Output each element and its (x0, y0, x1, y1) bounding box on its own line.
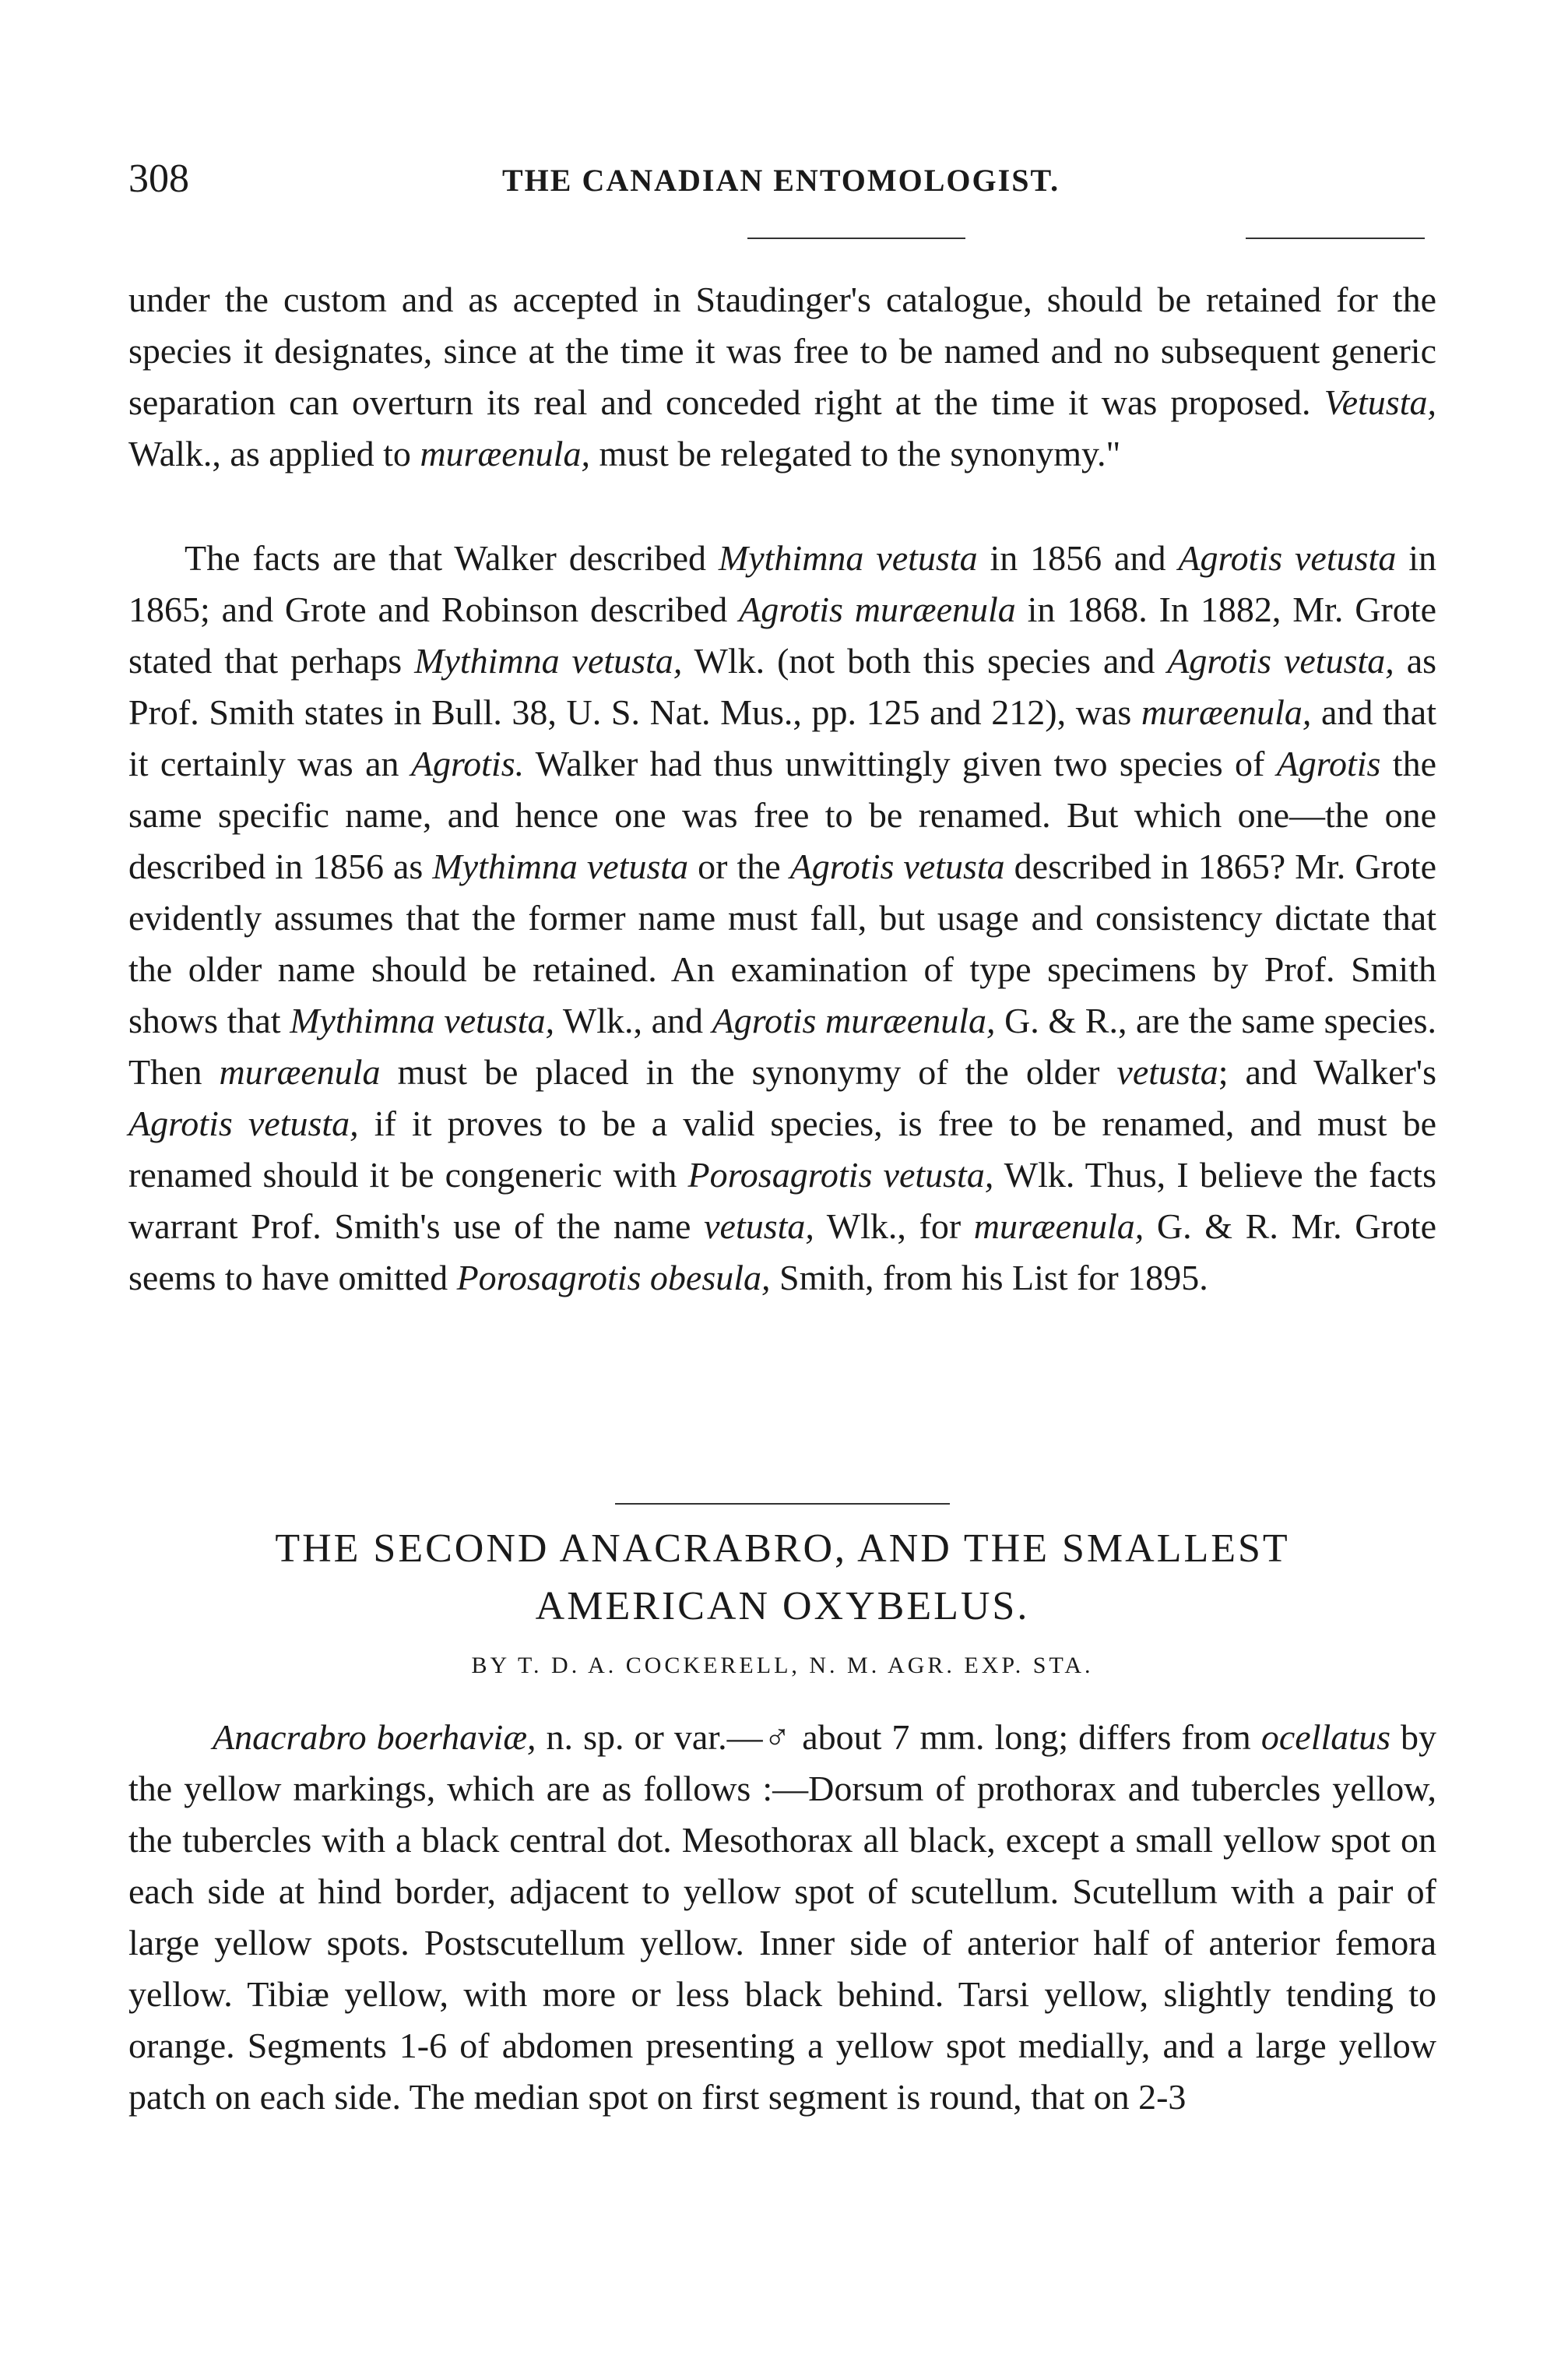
paragraph-description (128, 1712, 1436, 2123)
article-title-line: AMERICAN OXYBELUS. (535, 1584, 1030, 1628)
page-number: 308 (128, 157, 189, 201)
species-name: vetusta, (704, 1206, 814, 1246)
species-name: Mythimna vetusta (432, 847, 689, 886)
text-run: as Prof. Smith states in Bull. 38, U. S. Nat. Mus., pp. 125 and 212), was (128, 641, 1437, 732)
species-name: Porosagrotis vetusta, (687, 1155, 994, 1195)
running-head: THE CANADIAN ENTOMOLOGIST. (502, 163, 1060, 198)
species-name: Mythimna vetusta (718, 538, 978, 578)
text-run: ; and Walker's (1218, 1052, 1436, 1092)
text-run: G. & R., are the same species. Then (128, 1001, 1436, 1092)
header-rule (747, 238, 965, 239)
species-name: muræenula, (420, 434, 590, 473)
species-name: Agrotis vetusta (1178, 538, 1397, 578)
page-header (128, 156, 1436, 210)
text-run: under the custom and as accepted in Staudinger's catalogue, should be retained for the species it designates, since at the time it was free to be named and no subsequent generic separation can overturn its real and conceded right at the time it was proposed. (128, 280, 1436, 422)
species-name: Vetusta, (1324, 382, 1436, 422)
species-name: Mythimna vetusta, (414, 641, 683, 681)
species-name: Agrotis vetusta (789, 847, 1005, 886)
text-run: if it proves to be a valid species, is free to be renamed, and must be renamed should it be congeneric with (128, 1104, 1436, 1195)
section-divider (615, 1503, 950, 1505)
text-run: Wlk. (not both this species and (682, 641, 1168, 681)
text-run: Wlk., for (814, 1206, 974, 1246)
paragraph-facts (128, 533, 1436, 1304)
species-name: Porosagrotis obesula, (456, 1258, 771, 1297)
byline: BY T. D. A. COCKERELL, N. M. AGR. EXP. STA. (471, 1653, 1094, 1678)
text-run: G. & R. Mr. Grote seems to have omitted (128, 1206, 1436, 1297)
text-run: must be placed in the synonymy of the older (380, 1052, 1117, 1092)
text-run: in 1865; and Grote and Robinson described (128, 538, 1436, 629)
text-run: described in 1865? Mr. Grote evidently assumes that the former name must fall, but usage and consistency dictate that the older name should be retained. An examination of type specimens by Prof. Smith shows that (128, 847, 1437, 1040)
text-run: Walker had thus unwittingly given two species of (524, 744, 1277, 783)
species-name: Agrotis muræenula (739, 590, 1016, 629)
text-run: Wlk. Thus, I believe the facts warrant Prof. Smith's use of the name (128, 1155, 1436, 1246)
species-name: Anacrabro boerhaviæ, (213, 1717, 536, 1757)
text-run: Smith, from his List for 1895. (770, 1258, 1208, 1297)
article-title (128, 1520, 1436, 1635)
species-name: Agrotis vetusta, (1167, 641, 1394, 681)
species-name: muræenula (219, 1052, 381, 1092)
species-name: muræenula, (973, 1206, 1144, 1246)
species-name: Agrotis vetusta, (128, 1104, 359, 1143)
species-name: vetusta (1116, 1052, 1218, 1092)
header-rule (1246, 238, 1425, 239)
text-run: in 1868. In 1882, Mr. Grote stated that perhaps (128, 590, 1436, 681)
text-run: in 1856 and (977, 538, 1179, 578)
species-name: ocellatus (1260, 1717, 1390, 1757)
article-title-line: THE SECOND ANACRABRO, AND THE SMALLEST (275, 1526, 1290, 1571)
text-run: Wlk., and (554, 1001, 712, 1040)
text-run: the same specific name, and hence one was free to be renamed. But which one—the one described in 1856 as (128, 744, 1437, 886)
text-run: and that it certainly was an (128, 692, 1436, 783)
text-run: The facts are that Walker described (185, 538, 719, 578)
text-run: Walk., as applied to (128, 434, 420, 473)
species-name: muræenula, (1141, 692, 1312, 732)
species-name: Agrotis (1276, 744, 1381, 783)
text-run: must be relegated to the synonymy." (589, 434, 1121, 473)
species-name: Agrotis. (410, 744, 525, 783)
text-run: by the yellow markings, which are as follows :—Dorsum of prothorax and tubercles yellow, the tubercles with a black central dot. Mesothorax all black, except a small yellow spot on each side at hind border, adjacent to yellow spot of scutellum. Scutellum with a pair of large yellow spots. Postscutellum yellow. Inner side of anterior half of anterior femora yellow. Tibiæ yellow, with more or less black behind. Tarsi yellow, slightly tending to orange. Segments 1-6 of abdomen presenting a yellow spot medially, and a large yellow patch on each side. The median spot on first segment is round, that on 2-3 (128, 1717, 1437, 2117)
text-run: or the (688, 847, 790, 886)
species-name: Mythimna vetusta, (290, 1001, 555, 1040)
text-run: n. sp. or var.—♂ about 7 mm. long; differs from (536, 1717, 1261, 1757)
paragraph-continued (128, 274, 1436, 480)
species-name: Agrotis muræenula, (712, 1001, 996, 1040)
